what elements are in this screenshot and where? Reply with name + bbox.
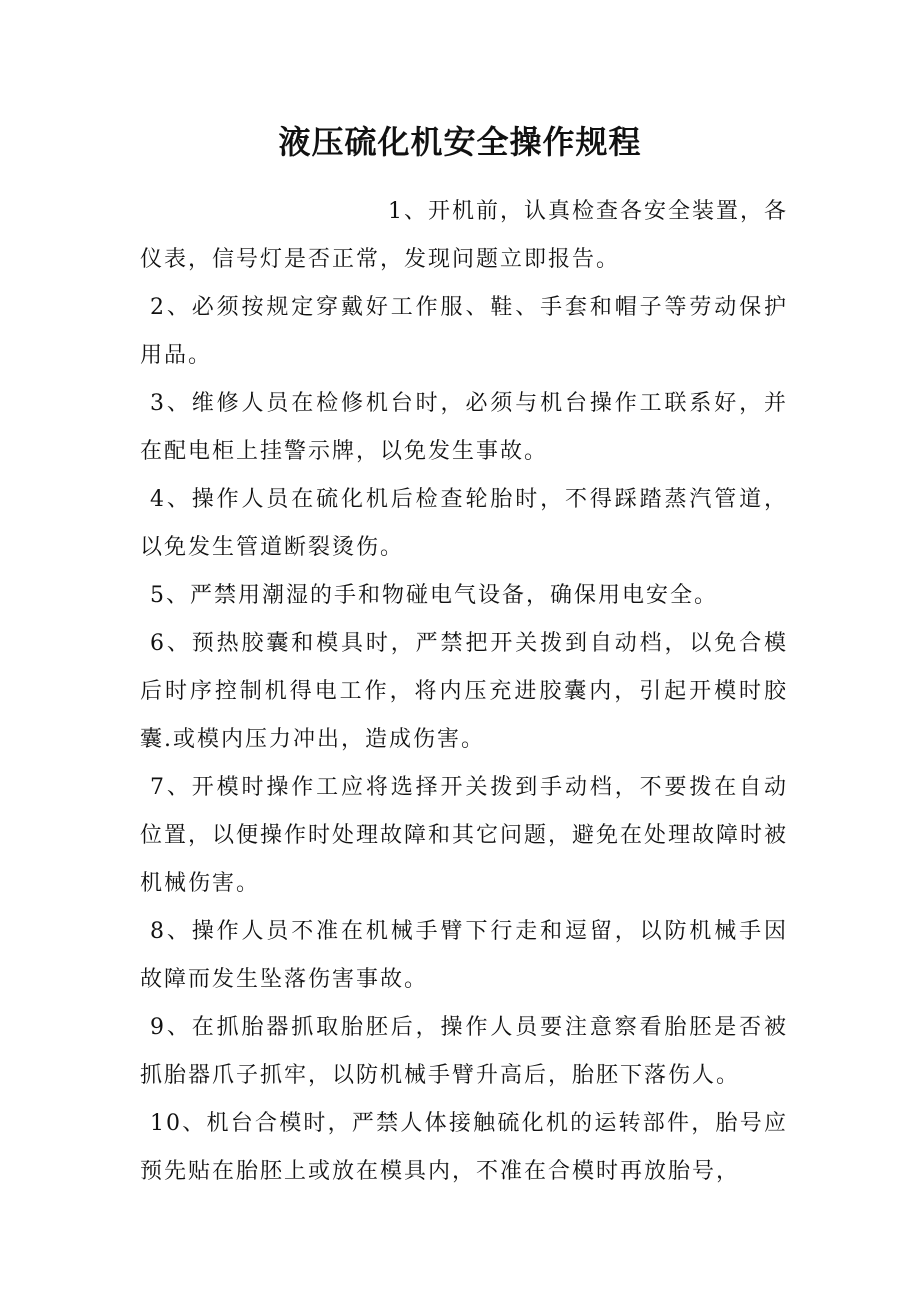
paragraph-5: 5、严禁用潮湿的手和物碰电气设备，确保用电安全。 (150, 583, 718, 608)
paragraph-6: 6、预热胶囊和模具时，严禁把开关拨到自动档，以免合模后时序控制机得电工作，将内压充进胶囊内，引起开模时胶囊.或模内压力冲出，造成伤害。 (140, 631, 788, 752)
document-body (140, 188, 788, 1196)
paragraph-1: 1、开机前，认真检查各安全装置，各仪表，信号灯是否正常，发现问题立即报告。 (140, 199, 788, 272)
paragraph-9: 9、在抓胎器抓取胎胚后，操作人员要注意察看胎胚是否被抓胎器爪子抓牢，以防机械手臂升高后，胎胚下落伤人。 (140, 1015, 788, 1088)
paragraph-4: 4、操作人员在硫化机后检查轮胎时，不得踩踏蒸汽管道，以免发生管道断裂烫伤。 (140, 487, 788, 560)
paragraph-2: 2、必须按规定穿戴好工作服、鞋、手套和帽子等劳动保护用品。 (140, 295, 788, 368)
document-title: 液压硫化机安全操作规程 (278, 123, 642, 161)
paragraph-8: 8、操作人员不准在机械手臂下行走和逗留，以防机械手因故障而发生坠落伤害事故。 (140, 919, 788, 992)
paragraph-3: 3、维修人员在检修机台时，必须与机台操作工联系好，并在配电柜上挂警示牌，以免发生事故。 (140, 391, 788, 464)
paragraph-7: 7、开模时操作工应将选择开关拨到手动档，不要拨在自动位置，以便操作时处理故障和其它问题，避免在处理故障时被机械伤害。 (140, 775, 789, 896)
paragraph-10: 10、机台合模时，严禁人体接触硫化机的运转部件，胎号应预先贴在胎胚上或放在模具内，不准在合模时再放胎号， (140, 1111, 788, 1184)
